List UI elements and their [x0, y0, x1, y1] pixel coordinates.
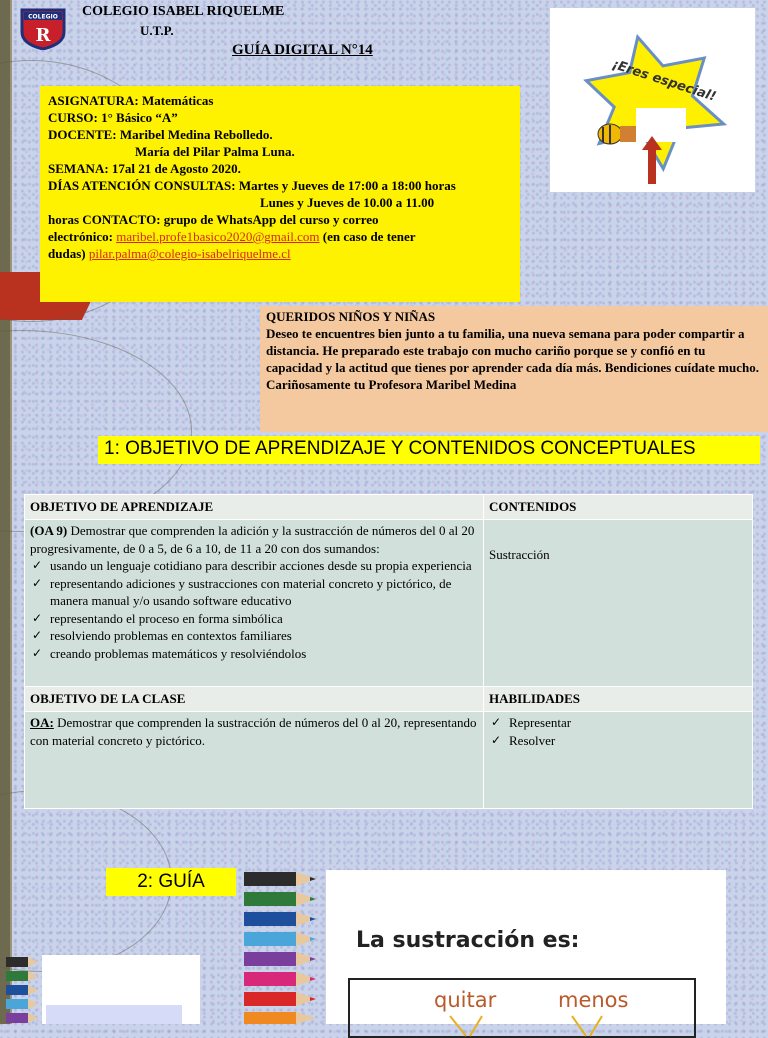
hours-line-2: Lunes y Jueves de 10.00 a 11.00 [260, 195, 435, 210]
objective-cell [25, 520, 484, 687]
course-line: CURSO: 1° Básico “A” [48, 110, 178, 125]
arrow-lines [350, 1010, 694, 1038]
contents-header: CONTENIDOS [484, 495, 753, 520]
objectives-table [24, 494, 753, 809]
lavender-bar [46, 1005, 182, 1024]
list-item: ✓ representando adiciones y sustracciones con material concreto y pictórico, de manera manual y/o usando software educativo [30, 575, 478, 610]
objective-header: OBJETIVO DE APRENDIZAJE [25, 495, 484, 520]
guide-title: GUÍA DIGITAL N°14 [232, 42, 373, 58]
teacher-line: DOCENTE: Maribel Medina Rebolledo. [48, 127, 273, 142]
content-value: Sustracción [489, 547, 550, 562]
oa-text: Demostrar que comprenden la adición y la sustracción de números del 0 al 20 progresivamente, de 0 a 5, de 6 a 10, de 11 a 20 con dos sumandos: [30, 523, 475, 556]
school-name: COLEGIO ISABEL RIQUELME [82, 4, 285, 19]
table-row [25, 712, 753, 809]
teacher-line-2: María del Pilar Palma Luna. [135, 144, 295, 159]
email-link-1[interactable]: maribel.profe1basico2020@gmail.com [116, 229, 320, 244]
contact-line: horas CONTACTO: grupo de WhatsApp del curso y correo [48, 212, 379, 227]
contact-line-3 [48, 245, 512, 262]
subject-line: ASIGNATURA: Matemáticas [48, 93, 214, 108]
contact-note: (en caso de tener [319, 229, 416, 244]
list-item: ✓ Representar [489, 714, 747, 732]
star-sticker-image [550, 8, 755, 192]
sticker-text: ¡Eres especial! [610, 57, 718, 105]
oa-item-list [30, 557, 478, 662]
class-objective-cell [25, 712, 484, 809]
logo-letter: R [35, 25, 51, 46]
class-oa-text: Demostrar que comprenden la sustracción de números del 0 al 20, representando con material concreto y pictórico. [30, 715, 477, 748]
list-item: ✓ representando el proceso en forma simbólica [30, 610, 478, 628]
unit-label: U.T.P. [140, 23, 174, 38]
course-info-box [40, 86, 520, 302]
skills-list [489, 714, 747, 749]
word-quitar: quitar [434, 988, 497, 1012]
colored-pencils-image-small [6, 955, 38, 1024]
list-item: ✓ creando problemas matemáticos y resolviéndolos [30, 645, 478, 663]
list-item: ✓ Resolver [489, 732, 747, 750]
oa-description [30, 522, 478, 557]
section-1-title: 1: OBJETIVO DE APRENDIZAJE Y CONTENIDOS CONCEPTUALES [98, 436, 760, 464]
contact-line-2 [48, 228, 512, 245]
skills-header: HABILIDADES [484, 687, 753, 712]
skills-cell [484, 712, 753, 809]
class-oa-code: OA: [30, 715, 54, 730]
table-row [25, 687, 753, 712]
word-menos: menos [558, 988, 629, 1012]
colored-pencils-image [244, 870, 326, 1024]
oa-code: (OA 9) [30, 523, 68, 538]
table-row [25, 520, 753, 687]
section-2-title: 2: GUÍA [106, 868, 236, 896]
subtraction-panel [326, 870, 726, 1024]
subtraction-title: La sustracción es: [356, 928, 580, 953]
contents-cell [484, 520, 753, 687]
table-row [25, 495, 753, 520]
greeting-signature: Cariñosamente tu Profesora Maribel Medina [266, 377, 517, 392]
greeting-message [260, 306, 768, 432]
greeting-title: QUERIDOS NIÑOS Y NIÑAS [266, 309, 436, 324]
list-item: ✓ resolviendo problemas en contextos familiares [30, 627, 478, 645]
week-line: SEMANA: 17al 21 de Agosto 2020. [48, 161, 241, 176]
contact-label-2: dudas) [48, 246, 89, 261]
school-logo [18, 8, 68, 50]
subtraction-words-box [348, 978, 696, 1038]
class-objective-header: OBJETIVO DE LA CLASE [25, 687, 484, 712]
list-item: ✓ usando un lenguaje cotidiano para describir acciones desde su propia experiencia [30, 557, 478, 575]
greeting-body: Deseo te encuentres bien junto a tu familia, una nueva semana para poder compartir a distancia. He preparado este trabajo con mucho cariño porque se y confió en tu capacidad y la actitud que tienes por aprender cada día más. Bendiciones cuídate mucho. [266, 326, 759, 375]
logo-label: COLEGIO [28, 13, 58, 21]
hours-line: DÍAS ATENCIÓN CONSULTAS: Martes y Jueves de 17:00 a 18:00 horas [48, 178, 456, 193]
email-link-2[interactable]: pilar.palma@colegio-isabelriquelme.cl [88, 246, 291, 261]
contact-label: electrónico: [48, 229, 117, 244]
